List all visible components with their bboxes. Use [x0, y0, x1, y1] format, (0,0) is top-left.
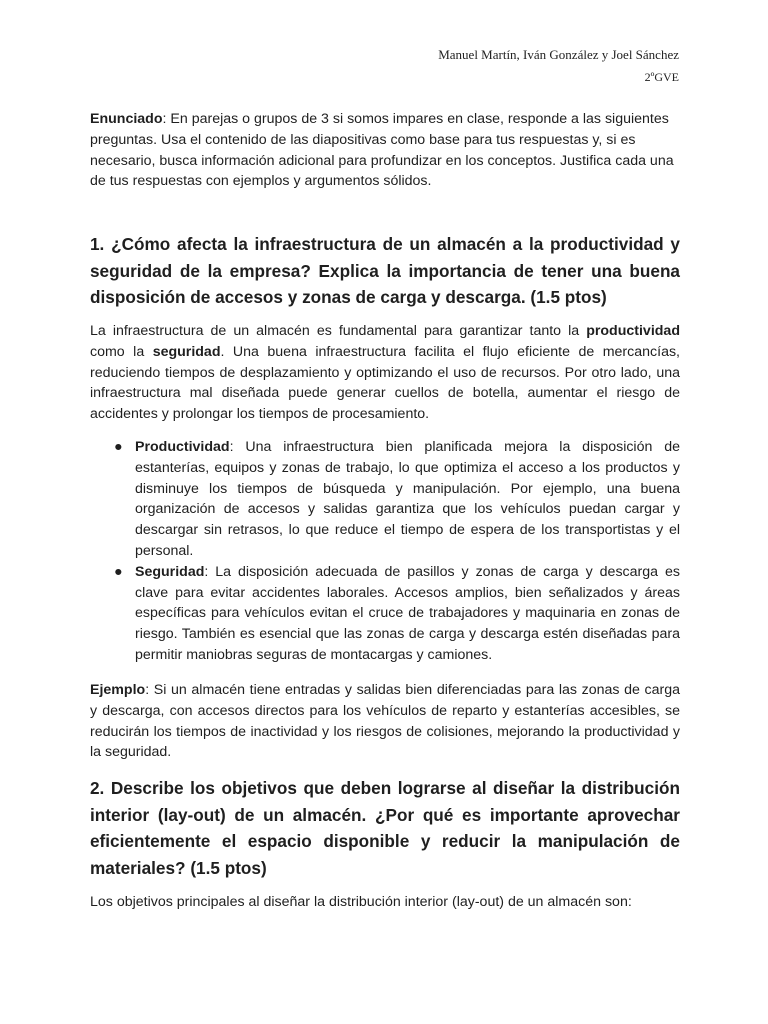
- bullet-term: Productividad: [135, 439, 230, 455]
- question-1-bullet-list: [90, 437, 680, 666]
- instructions-label: Enunciado: [90, 111, 163, 127]
- bullet-icon: ●: [114, 439, 123, 455]
- intro-text-d: . Una buena infraestructura facilita el flujo eficiente de mercancías, reduciendo tiempos de desplazamiento y optimizando el uso de recursos. Por otro lado, una infraestructura mal diseñada puede generar cuellos de botella, aumentar el riesgo de accidentes y prolongar los tiempos de procesamiento.: [90, 343, 680, 423]
- instructions-paragraph: [90, 109, 680, 192]
- intro-text-a: La infraestructura de un almacén es fundamental para garantizar tanto la: [90, 323, 587, 339]
- header-group: 2ºGVE: [644, 70, 679, 84]
- header-authors: Manuel Martín, Iván González y Joel Sánchez: [438, 47, 679, 62]
- example-text: : Si un almacén tiene entradas y salidas bien diferenciadas para las zonas de carga y descarga, con accesos directos para los vehículos de reparto y estanterías accesibles, se reducirán los tiempos de inactividad y los riesgos de colisiones, mejorando la productividad y la seguridad.: [90, 682, 680, 761]
- instructions-text: : En parejas o grupos de 3 si somos impares en clase, responde a las siguientes preguntas. Usa el contenido de las diapositivas como base para tus respuestas y, si es necesario, busca información adicional para profundizar en los conceptos. Justifica cada una de tus respuestas con ejemplos y argumentos sólidos.: [90, 111, 674, 190]
- question-1-heading: 1. ¿Cómo afecta la infraestructura de un almacén a la productividad y seguridad de la empresa? Explica la importancia de tener una buena disposición de accesos y zonas de carga y descarga. (1.5 ptos): [90, 234, 680, 307]
- question-1-example: [90, 680, 680, 763]
- intro-term-seguridad: seguridad: [152, 343, 221, 360]
- page-header: [438, 44, 679, 88]
- bullet-icon: ●: [114, 563, 123, 580]
- list-item: [90, 562, 680, 666]
- question-2-heading: 2. Describe los objetivos que deben lograrse al diseñar la distribución interior (lay-out) de un almacén. ¿Por qué es importante aprovechar eficientemente el espacio disponible y reducir la manipulación de materiales? (1.5 ptos): [90, 778, 680, 878]
- intro-term-productividad: productividad: [586, 323, 680, 339]
- list-item: [90, 437, 680, 562]
- bullet-term: Seguridad: [135, 563, 205, 580]
- question-1-intro: [90, 321, 680, 425]
- bullet-text: : La disposición adecuada de pasillos y zonas de carga y descarga es clave para evitar accidentes laborales. Accesos amplios, bien señalizados y áreas específicas para vehículos evitan el cruce de trabajadores y maquinaria en zonas de riesgo. También es esencial que las zonas de carga y descarga estén diseñadas para permitir maniobras seguras de montacargas y camiones.: [135, 563, 680, 663]
- question-2-intro: Los objetivos principales al diseñar la distribución interior (lay-out) de un almacén son:: [90, 894, 632, 910]
- bullet-text: : Una infraestructura bien planificada mejora la disposición de estanterías, equipos y zonas de trabajo, lo que optimiza el acceso a los productos y disminuye los tiempos de búsqueda y manipulación. Por ejemplo, una buena organización de accesos y salidas garantiza que los vehículos puedan cargar y descargar sin retrasos, lo que reduce el tiempo de espera de los transportistas y el personal.: [135, 439, 680, 559]
- intro-text-c: como la: [90, 343, 153, 360]
- example-label: Ejemplo: [90, 682, 146, 698]
